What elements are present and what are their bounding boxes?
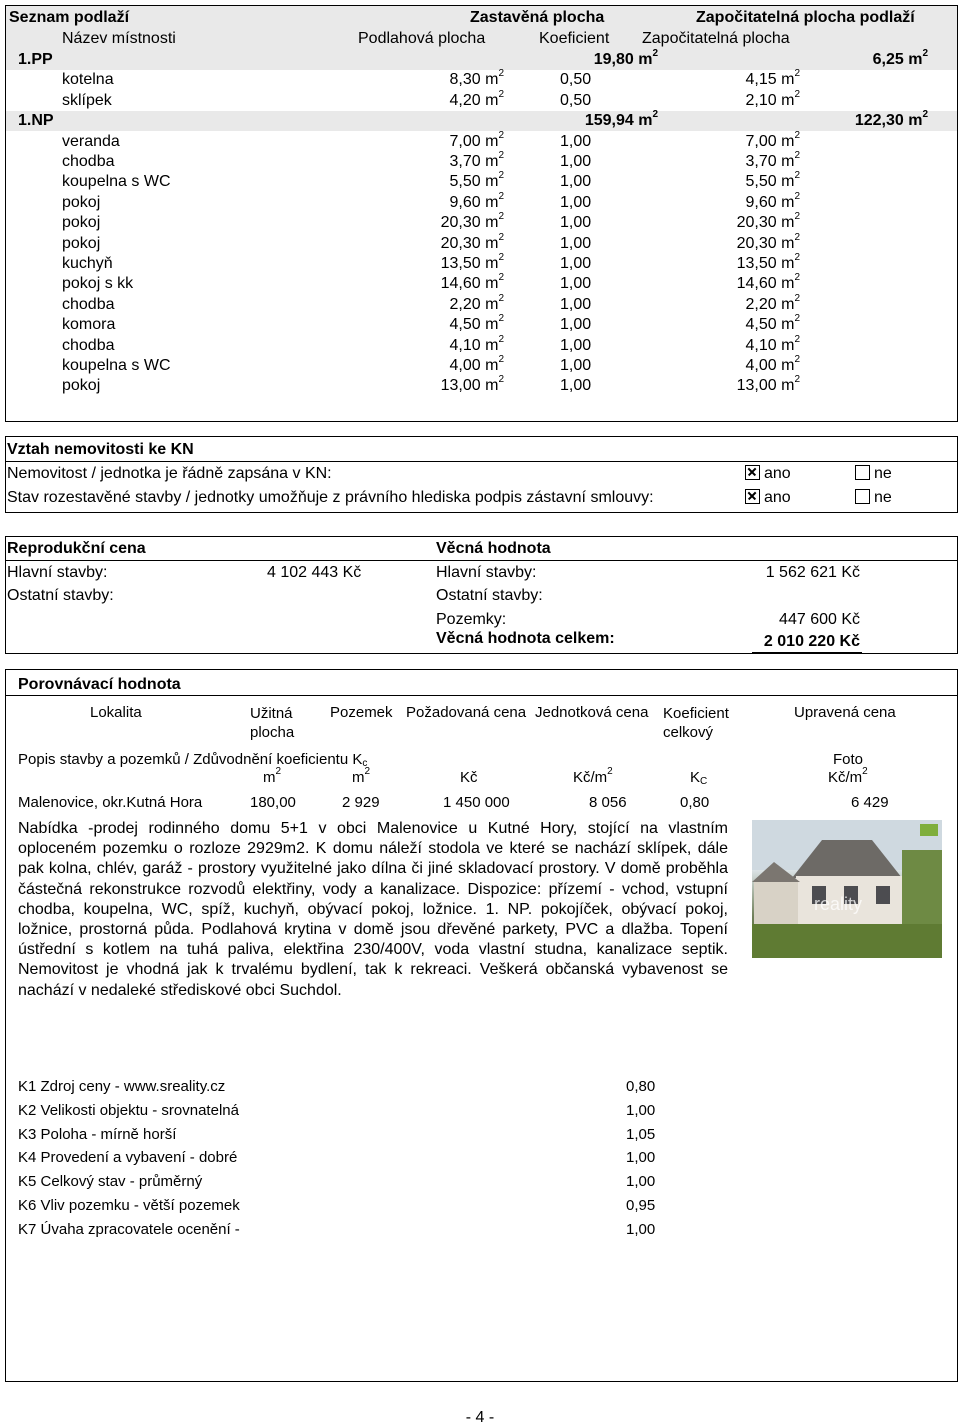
floor-countable-area: 122,30 $m^2$ — [854, 109, 928, 130]
room-coefficient: 1,00 — [560, 357, 592, 374]
k-factor-label: K6 Vliv pozemku - větší pozemek — [18, 1197, 240, 1214]
col-pozadovana: Požadovaná cena — [406, 704, 527, 721]
room-area: 8,30 $m^2$ — [449, 68, 504, 89]
room-name: veranda — [62, 132, 120, 150]
property-photo — [752, 820, 942, 958]
room-name: kuchyň — [62, 255, 113, 272]
room-name: pokoj s kk — [62, 275, 134, 293]
k-factor-label: K4 Provedení a vybavení - dobré — [18, 1149, 238, 1167]
photo-watermark: reality — [814, 894, 863, 914]
room-countable-area: 4,00 $m^2$ — [745, 354, 800, 374]
unit-uzitna: $m^2$ — [263, 766, 282, 786]
room-name: chodba — [62, 336, 115, 354]
room-coefficient: 1,00 — [560, 336, 592, 354]
room-coefficient: 1,00 — [560, 193, 592, 211]
comp-pozadovana: 1 450 000 — [443, 794, 510, 811]
room-coefficient: 0,50 — [560, 71, 592, 89]
room-name: chodba — [62, 295, 115, 313]
room-name: sklípek — [62, 91, 112, 109]
repro-other-label: Ostatní stavby: — [7, 587, 114, 604]
room-coefficient: 1,00 — [560, 255, 592, 272]
room-countable-area: 13,00 $m^2$ — [736, 374, 800, 395]
col-upravena: Upravená cena — [794, 704, 896, 721]
floor-built-area: 19,80 $m^2$ — [593, 48, 658, 68]
unit-pozadovana: Kč — [460, 769, 478, 786]
unit-jednotkova: $Kč/m^2$ — [573, 766, 613, 786]
k-factor-label: K3 Poloha - mírně horší — [18, 1125, 177, 1143]
room-countable-area: 5,50 $m^2$ — [745, 170, 800, 191]
room-countable-area: 4,10 $m^2$ — [745, 333, 800, 354]
floor-name: 1.PP — [18, 51, 53, 68]
vecna-title: Věcná hodnota — [436, 540, 551, 557]
room-coefficient: 0,50 — [560, 91, 592, 109]
kn-q1-yes[interactable]: ano — [745, 465, 791, 483]
k-factor-label: K2 Velikosti objektu - srovnatelná — [18, 1101, 239, 1119]
room-area: 3,70 $m^2$ — [449, 150, 504, 170]
room-name: koupelna s WC — [62, 173, 171, 191]
k-factor-value: 0,80 — [626, 1078, 656, 1095]
room-coefficient: 1,00 — [560, 295, 592, 313]
room-area: 20,30 $m^2$ — [440, 211, 504, 232]
k-factor-label: K7 Úvaha zpracovatele ocenění - — [18, 1220, 240, 1238]
total-underline — [752, 652, 862, 653]
room-countable-area: 20,30 $m^2$ — [736, 211, 800, 232]
room-name: pokoj — [62, 234, 101, 252]
vecna-main-value: 1 562 621 Kč — [765, 564, 860, 581]
land-label: Pozemky: — [436, 611, 507, 628]
kn-q1-no[interactable]: ne — [855, 465, 892, 483]
room-area: 13,50 $m^2$ — [440, 252, 504, 272]
k-factor-label: K5 Celkový stav - průměrný — [18, 1173, 203, 1191]
comp-lokalita: Malenovice, okr.Kutná Hora — [18, 794, 203, 811]
checkbox-empty-icon — [855, 465, 870, 480]
room-area: 4,10 $m^2$ — [449, 333, 504, 354]
room-countable-area: 14,60 $m^2$ — [736, 272, 800, 293]
room-area: 13,00 $m^2$ — [440, 374, 504, 395]
k-factor-value: 1,05 — [626, 1125, 656, 1143]
room-coefficient: 1,00 — [560, 214, 592, 232]
k-factor-value: 0,95 — [626, 1197, 656, 1214]
floor-area-header: Podlahová plocha — [358, 30, 486, 47]
room-area: 4,20 $m^2$ — [449, 88, 504, 109]
k-factor-value: 1,00 — [626, 1173, 656, 1191]
page-number: - 4 - — [465, 1409, 495, 1426]
comp-jednotkova: 8 056 — [589, 794, 627, 811]
repro-main-label: Hlavní stavby: — [7, 564, 108, 581]
kn-q2-no[interactable]: ne — [855, 489, 892, 507]
k-factor-value: 1,00 — [626, 1149, 656, 1167]
coefficient-header: Koeficient — [539, 30, 610, 47]
comp-pozemek: 2 929 — [342, 794, 380, 811]
vecna-other-label: Ostatní stavby: — [436, 587, 543, 604]
vecna-main-label: Hlavní stavby: — [436, 564, 537, 581]
room-area: 9,60 $m^2$ — [449, 190, 504, 211]
checkbox-empty-icon — [855, 489, 870, 504]
room-coefficient: 1,00 — [560, 275, 592, 293]
room-coefficient: 1,00 — [560, 377, 592, 395]
room-name: komora — [62, 316, 116, 334]
checkbox-checked-icon — [745, 465, 760, 480]
kn-title-rule — [5, 461, 958, 462]
floors-title: Seznam podlaží — [9, 9, 130, 26]
kn-title: Vztah nemovitosti ke KN — [7, 441, 194, 458]
room-countable-area: 4,15 $m^2$ — [745, 68, 800, 89]
desc-label: Popis stavby a pozemků / Zdůvodnění koeficientu Kc — [18, 751, 368, 769]
col-lokalita: Lokalita — [90, 704, 142, 721]
room-area: 20,30 $m^2$ — [440, 231, 504, 252]
comp-koef: 0,80 — [680, 794, 710, 811]
house-photo-graphic — [752, 820, 942, 958]
room-name: kotelna — [62, 71, 114, 89]
countable-area-header: Započitatelná plocha — [642, 30, 790, 47]
comparison-section — [5, 669, 958, 1382]
room-coefficient: 1,00 — [560, 153, 592, 170]
countable-floor-header: Započitatelná plocha podlaží — [696, 9, 915, 26]
room-area: 4,50 $m^2$ — [449, 313, 504, 334]
room-countable-area: 2,10 $m^2$ — [745, 88, 800, 109]
room-name: koupelna s WC — [62, 357, 171, 374]
col-uzitna: Užitná plocha — [250, 705, 295, 741]
total-label: Věcná hodnota celkem: — [436, 630, 615, 647]
room-coefficient: 1,00 — [560, 316, 592, 334]
repro-title: Reprodukční cena — [7, 540, 146, 557]
k-factor-value: 1,00 — [626, 1101, 656, 1119]
floor-name: 1.NP — [18, 112, 54, 130]
property-description: Nabídka -prodej rodinného domu 5+1 v obci Malenovice u Kutné Hory, stojící na vlastním oploceném pozemku o rozloze 2929m2. K domu náleží stodola ve které se nachází sklípek, dále pak kolna, chlév, garáž - prostory využitelné jako dílna či jiné skladovací prostory. V domě proběhla částečná rekonstrukce rozvodů elektřiny, vody a kanalizace. Dispozice: přízemí - vchod, vstupní chodba, koupelna, WC, spíž, kuchyň, obývací pokoj, ložnice. 1. NP. pokojíček, obývací pokoj, ložnice, prostorná půda. Podlahová krytina v domě jsou dřevěné parkety, PVC a dlažba. Topení ústřední s kotlem na tuhá paliva, elektřina 230/400V, voda vlastní studna, kanalizace septik. Nemovitost je vhodná jak k trvalému bydlení, tak k rekreaci. Veškerá občanská vybavenost se nachází v nedaleké střediskové obci Suchdol. — [18, 820, 728, 999]
k-factor-label: K1 Zdroj ceny - www.sreality.cz — [18, 1078, 226, 1095]
room-name: pokoj — [62, 214, 101, 232]
room-name-header: Název místnosti — [62, 30, 176, 47]
k-factor-value: 1,00 — [626, 1220, 656, 1238]
room-name: chodba — [62, 153, 115, 170]
comparison-title-rule — [5, 695, 958, 696]
kn-question-2: Stav rozestavěné stavby / jednotky umožňuje z právního hlediska podpis zástavní smlouvy: — [7, 489, 654, 506]
room-area: 2,20 $m^2$ — [449, 292, 504, 313]
room-area: 14,60 $m^2$ — [440, 272, 504, 293]
unit-koef: KC — [690, 769, 708, 787]
comp-upravena: 6 429 — [851, 794, 889, 811]
room-countable-area: 3,70 $m^2$ — [745, 150, 800, 170]
room-coefficient: 1,00 — [560, 234, 592, 252]
room-countable-area: 13,50 $m^2$ — [736, 252, 800, 272]
col-koeficient: Koeficient celkový — [663, 705, 729, 741]
room-area: 4,00 $m^2$ — [449, 354, 504, 374]
kn-q2-yes[interactable]: ano — [745, 489, 791, 507]
floor-built-area: 159,94 $m^2$ — [584, 109, 658, 130]
foto-label: Foto — [833, 751, 864, 768]
comparison-title: Porovnávací hodnota — [18, 676, 181, 693]
room-name: pokoj — [62, 193, 101, 211]
floor-countable-area: 6,25 $m^2$ — [872, 48, 928, 68]
unit-upravena: $Kč/m^2$ — [828, 766, 868, 786]
comp-uzitna: 180,00 — [250, 794, 296, 811]
room-area: 5,50 $m^2$ — [449, 170, 504, 191]
room-coefficient: 1,00 — [560, 132, 592, 150]
room-name: pokoj — [62, 377, 101, 395]
col-pozemek: Pozemek — [330, 704, 393, 721]
room-countable-area: 20,30 $m^2$ — [736, 231, 800, 252]
repro-main-value: 4 102 443 Kč — [267, 564, 362, 581]
built-area-header: Zastavěná plocha — [470, 9, 605, 26]
col-jednotkova: Jednotková cena — [535, 704, 649, 721]
checkbox-checked-icon — [745, 489, 760, 504]
room-coefficient: 1,00 — [560, 173, 592, 191]
room-countable-area: 2,20 $m^2$ — [745, 292, 800, 313]
room-countable-area: 7,00 $m^2$ — [745, 129, 800, 150]
room-countable-area: 9,60 $m^2$ — [745, 190, 800, 211]
values-title-rule — [5, 560, 958, 561]
room-countable-area: 4,50 $m^2$ — [745, 313, 800, 334]
room-area: 7,00 $m^2$ — [449, 129, 504, 150]
land-value: 447 600 Kč — [779, 611, 860, 628]
total-value: 2 010 220 Kč — [763, 633, 860, 650]
unit-pozemek: $m^2$ — [352, 766, 371, 786]
kn-question-1: Nemovitost / jednotka je řádně zapsána v KN: — [7, 465, 332, 482]
